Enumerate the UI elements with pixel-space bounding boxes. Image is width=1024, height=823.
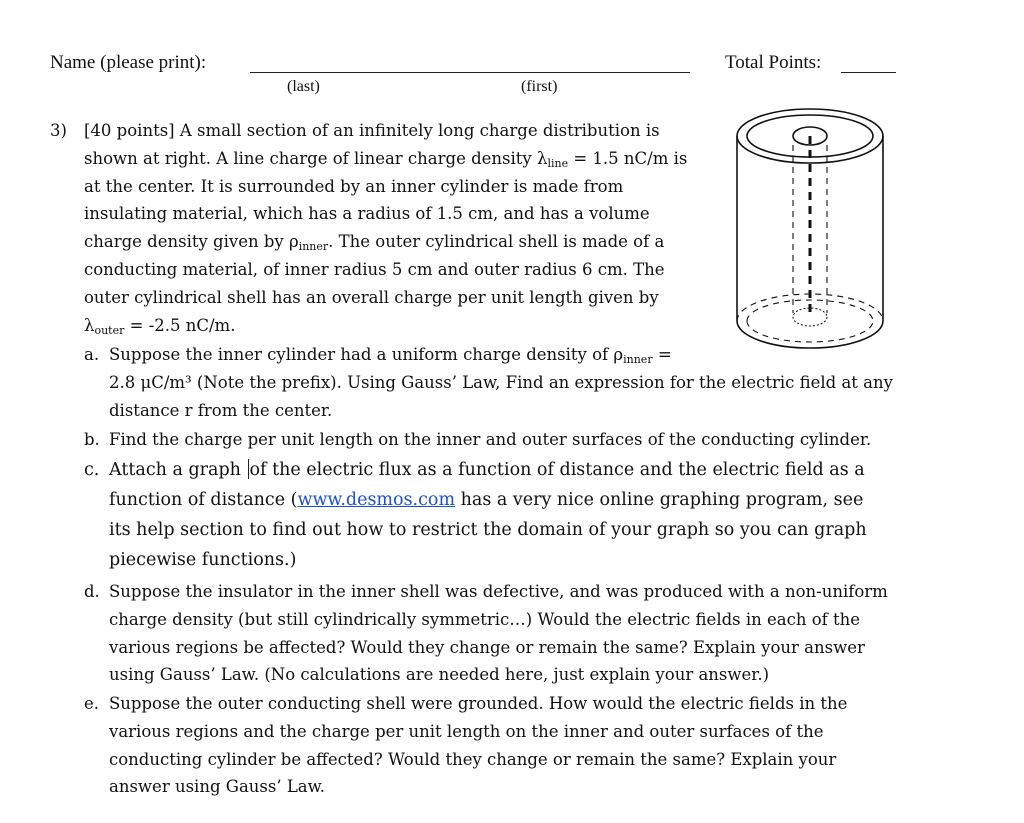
last-label: (last) <box>287 78 320 95</box>
problem-intro: [40 points] A small section of an infinitely long charge distribution is shown at right. A line charge of linear charge density $\lambda_{line} = 1.5$ nC/m is at the center. It is surrounded by an inner cylinder is made from insulating material, which has a radius of 1.5 cm, and has a volume charge density given by $\rho_{inner}$. The outer cylindrical shell is made of a conducting material, of inner radius 5 cm and outer radius 6 cm. The outer cylindrical shell has an overall charge per unit length given by $\lambda_{outer} = -2.5$ nC/m. <box>84 121 688 337</box>
part-d-text: Suppose the insulator in the inner shell was defective, and was produced with a non-uniform charge density (but still cylindrically symmetric…) Would the electric fields in each of the various regions be affected? Would they change or remain the same? Explain your answer using Gauss’ Law. (No calculations are needed here, just explain your answer.) <box>109 582 888 685</box>
desmos-link[interactable]: www.desmos.com <box>297 490 456 510</box>
part-c-text: Attach a graph of the electric flux as a function of distance and the electric field as a function of distance (www.desmos.com has a very nice online graphing program, see its help section to find out how to restrict the domain of your graph so you can graph piecewise functions.) <box>109 460 867 570</box>
name-underline[interactable] <box>250 72 690 73</box>
part-c-letter: c. <box>84 460 100 480</box>
name-label: Name (please print): <box>50 52 207 73</box>
problem-points: [40 points] <box>84 121 175 140</box>
part-b-letter: b. <box>84 430 100 449</box>
text-cursor <box>248 459 249 479</box>
cylinder-diagram <box>728 103 892 355</box>
part-a-letter: a. <box>84 345 100 364</box>
part-e-text: Suppose the outer conducting shell were grounded. How would the electric fields in the various regions and the charge per unit length on the inner and outer surfaces of the conducting cylinder be affected? Would they change or remain the same? Explain your answer using Gauss’ Law. <box>109 694 848 797</box>
part-a-text: Suppose the inner cylinder had a uniform charge density of $\rho_{inner}$ = 2.8 μC/m³ (Note the prefix). Using Gauss’ Law, Find an expression for the electric field at any distance r from the center. <box>109 345 893 420</box>
total-points-blank[interactable] <box>841 72 896 73</box>
problem-number: 3) <box>50 121 67 140</box>
part-b-text: Find the charge per unit length on the inner and outer surfaces of the conducting cylinder. <box>109 430 872 449</box>
first-label: (first) <box>521 78 558 95</box>
part-d-letter: d. <box>84 582 100 601</box>
total-points-label: Total Points: <box>725 52 822 73</box>
part-e-letter: e. <box>84 694 100 713</box>
